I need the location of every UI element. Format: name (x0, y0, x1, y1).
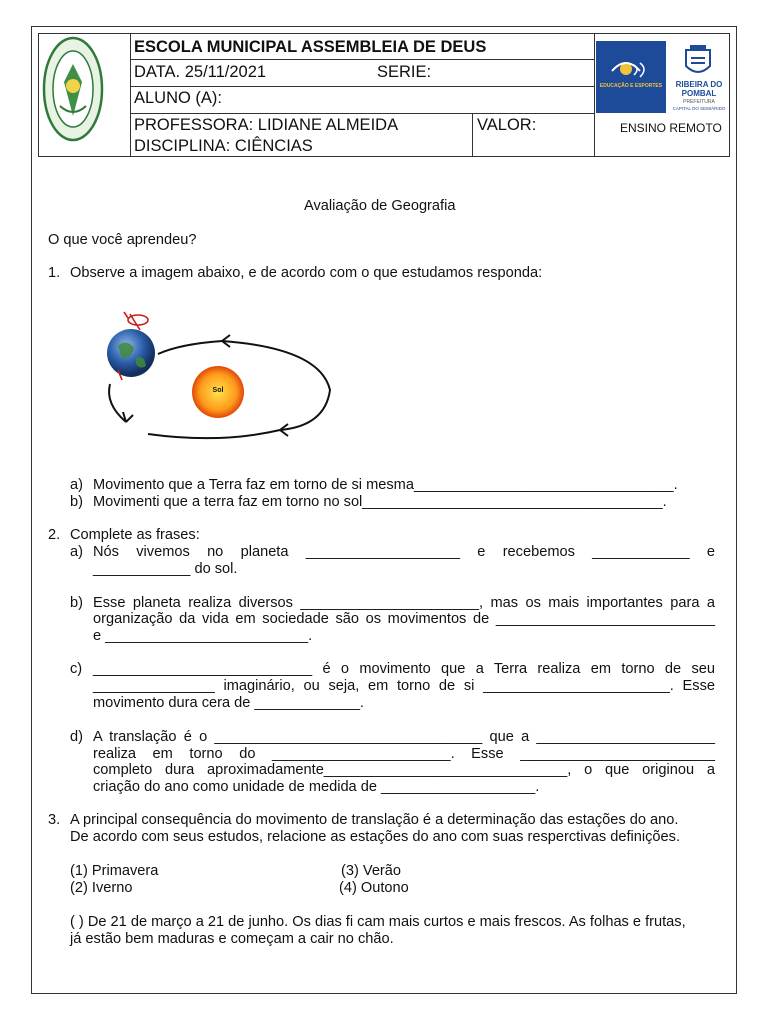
city-name: RIBEIRA DO POMBAL (675, 80, 723, 98)
season-definition: já estão bem maduras e começam a cair no chão. (70, 931, 394, 947)
city-crest-icon (683, 44, 713, 80)
series-field: SERIE: (377, 63, 432, 81)
divider (130, 113, 594, 114)
divider (594, 34, 595, 156)
q3-number: 3. (48, 812, 61, 828)
q2a-line: ____________ do sol. (93, 561, 238, 577)
q2-number: 2. (48, 527, 61, 543)
q1b-text: Movimenti que a terra faz em torno no sol_____________________________________. (93, 494, 667, 510)
season-definition: ( ) De 21 de março a 21 de junho. Os dias fi cam mais curtos e mais frescos. As folhas e frutas, (70, 914, 686, 930)
divider (130, 59, 594, 60)
q2d-line: A translação é o _________________________________ que a ______________________ (93, 729, 715, 745)
sun-label: Sol (212, 387, 224, 394)
divider (472, 113, 473, 156)
q1-number: 1. (48, 265, 61, 281)
q2c-line: movimento dura cera de _____________. (93, 695, 364, 711)
season-option: (3) Verão (341, 863, 402, 879)
q2c-line: _______________ imaginário, ou seja, em torno de si _______________________. Esse (93, 678, 715, 694)
subject-field: DISCIPLINA: CIÊNCIAS (134, 137, 313, 155)
school-seal-logo (42, 36, 104, 142)
season-option: (2) Iverno (70, 880, 133, 896)
q2a-label: a) (70, 544, 83, 560)
q2d-label: d) (70, 729, 83, 745)
season-option: (1) Primavera (70, 863, 159, 879)
earth-orbit-diagram (100, 308, 340, 448)
date-field: DATA. 25/11/2021 (134, 63, 267, 81)
q2c-line: ___________________________ é o movimento que a Terra realiza em torno de seu (93, 661, 715, 677)
q2d-line: realiza em torno do ______________________. Esse ________________________ (93, 746, 715, 762)
q2a-line: Nós vivemos no planeta ___________________ e recebemos ____________ e (93, 544, 715, 560)
secretaria-logo (596, 41, 666, 113)
q2d-line: completo dura aproximadamente______________________________, o que originou a (93, 762, 715, 778)
season-option: (4) Outono (339, 880, 409, 896)
secretaria-text: EDUCAÇÃO E ESPORTES (599, 83, 663, 89)
teacher-field: PROFESSORA: LIDIANE ALMEIDA (134, 116, 399, 134)
q1b-label: b) (70, 494, 83, 510)
q2d-line: criação do ano como unidade de medida de ___________________. (93, 779, 540, 795)
q1a-label: a) (70, 477, 83, 493)
q3-line: A principal consequência do movimento de translação é a determinação das estações do ano. (70, 812, 679, 828)
q2b-label: b) (70, 595, 83, 611)
prefeitura-label: PREFEITURA (683, 99, 715, 105)
q2b-line: e _________________________. (93, 628, 313, 644)
city-subtitle: CAPITAL DO SEMIÁRIDO (672, 106, 726, 111)
remote-teaching-label: ENSINO REMOTO (620, 121, 722, 135)
q1a-text: Movimento que a Terra faz em torno de si mesma________________________________. (93, 477, 678, 493)
divider (130, 34, 131, 156)
intro-text: O que você aprendeu? (48, 232, 197, 248)
q1-text: Observe a imagem abaixo, e de acordo com o que estudamos responda: (70, 265, 543, 281)
q2-text: Complete as frases: (70, 527, 200, 543)
q2b-line: Esse planeta realiza diversos ______________________, mas os mais importantes para a (93, 595, 715, 611)
q2b-line: organização da vida em sociedade são os movimentos de ___________________________ (93, 611, 715, 627)
q3-line: De acordo com seus estudos, relacione as estações do ano com suas resperctivas definições. (70, 829, 681, 845)
education-logo-icon (596, 41, 666, 113)
school-name: ESCOLA MUNICIPAL ASSEMBLEIA DE DEUS (134, 38, 487, 56)
student-field: ALUNO (A): (134, 89, 223, 107)
q2c-label: c) (70, 661, 83, 677)
divider (130, 86, 594, 87)
value-field: VALOR: (477, 116, 537, 134)
exam-title: Avaliação de Geografia (304, 198, 456, 214)
